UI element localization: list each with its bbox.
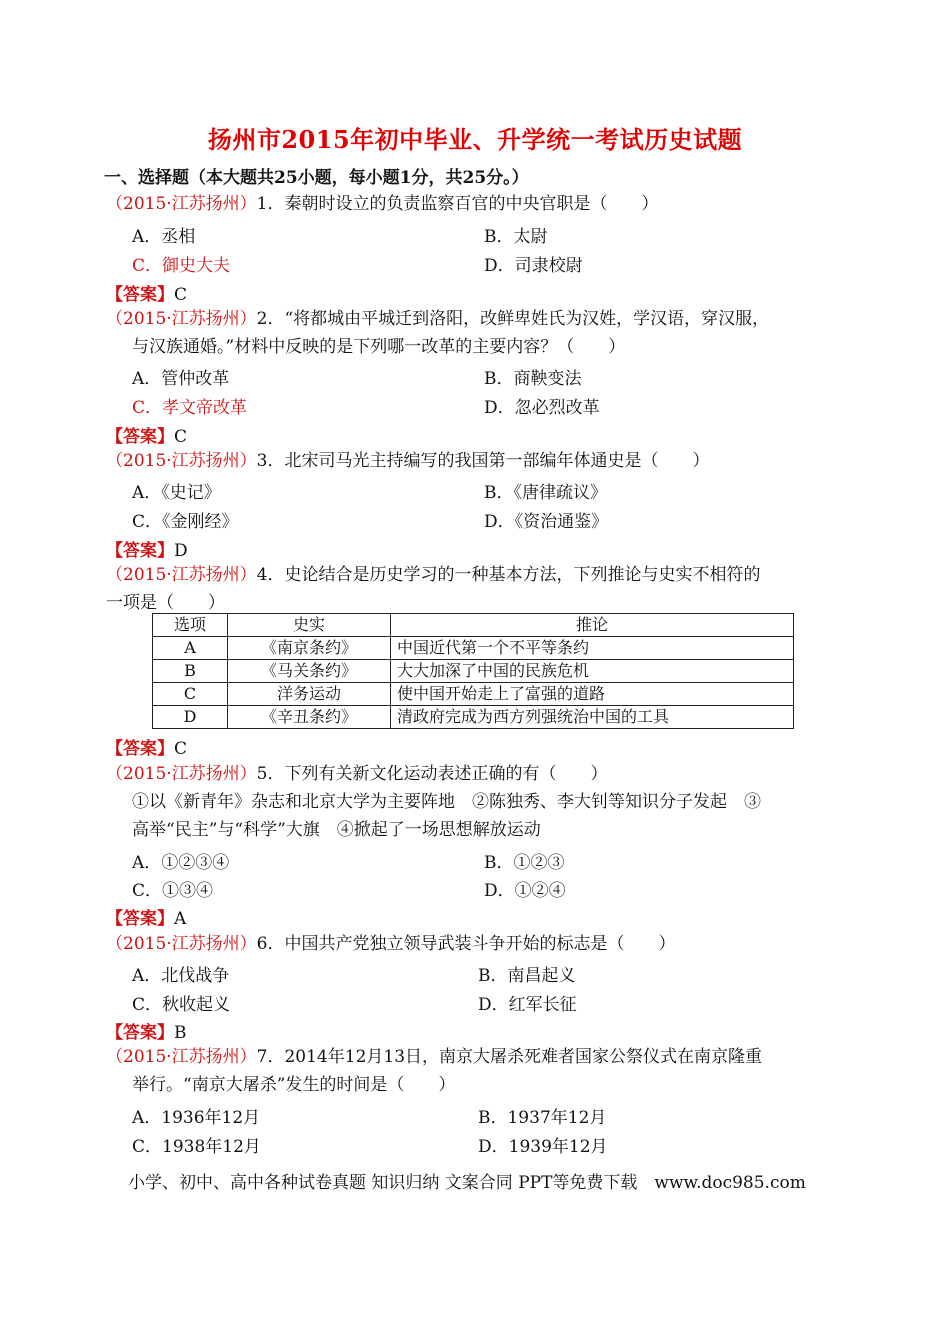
table-cell: 《马关条约》 xyxy=(228,660,391,683)
question-1 xyxy=(106,190,866,218)
table-cell: 中国近代第一个不平等条约 xyxy=(391,637,794,660)
table-header-row xyxy=(153,614,794,637)
option-c-correct: C．御史大夫 xyxy=(132,256,231,276)
question-source: （2015·江苏扬州） xyxy=(106,309,257,329)
option-c: C．《金刚经》 xyxy=(132,512,239,532)
answer-label: 【答案】 xyxy=(106,1023,174,1043)
option-c: C．1938年12月 xyxy=(132,1137,261,1157)
answer-label: 【答案】 xyxy=(106,285,174,305)
question-statements-cont: 高举“民主”与“科学”大旗 ④掀起了一场思想解放运动 xyxy=(132,820,541,840)
question-source: （2015·江苏扬州） xyxy=(106,764,257,784)
option-a: A．1936年12月 xyxy=(132,1108,261,1128)
option-b: B．商鞅变法 xyxy=(484,369,582,389)
table-header: 选项 xyxy=(153,614,228,637)
answer-value: C xyxy=(174,285,188,305)
table-cell: 洋务运动 xyxy=(228,683,391,706)
question-source: （2015·江苏扬州） xyxy=(106,1047,257,1067)
answer-value: C xyxy=(174,427,188,447)
history-table xyxy=(152,613,794,729)
answer-5 xyxy=(106,904,186,929)
table-row xyxy=(153,706,794,729)
answer-2 xyxy=(106,422,187,447)
table-cell: 《南京条约》 xyxy=(228,637,391,660)
question-2 xyxy=(106,305,866,361)
option-d: D．忽必烈改革 xyxy=(484,398,600,418)
option-b: B．《唐律疏议》 xyxy=(484,483,607,503)
option-c: C．秋收起义 xyxy=(132,995,231,1015)
question-stem: 5．下列有关新文化运动表述正确的有（ ） xyxy=(256,764,608,784)
table-header: 推论 xyxy=(391,614,794,637)
question-4 xyxy=(106,561,866,617)
page-title: 扬州市2015年初中毕业、升学统一考试历史试题 xyxy=(207,125,743,154)
question-source: （2015·江苏扬州） xyxy=(106,451,257,471)
answer-label: 【答案】 xyxy=(106,427,174,447)
question-source: （2015·江苏扬州） xyxy=(106,934,257,954)
answer-1 xyxy=(106,280,187,305)
table-cell: 使中国开始走上了富强的道路 xyxy=(391,683,794,706)
answer-value: B xyxy=(174,1023,187,1043)
answer-label: 【答案】 xyxy=(106,739,174,759)
option-b: B．太尉 xyxy=(484,227,548,247)
option-a: A．管仲改革 xyxy=(132,369,230,389)
answer-6 xyxy=(106,1018,187,1043)
table-cell: B xyxy=(153,660,228,683)
question-stem-cont: 举行。“南京大屠杀”发生的时间是（ ） xyxy=(132,1075,456,1095)
table-row xyxy=(153,660,794,683)
option-b: B．①②③ xyxy=(484,853,565,873)
question-stem: 3．北宋司马光主持编写的我国第一部编年体通史是（ ） xyxy=(256,451,710,471)
question-stem: 1．秦朝时设立的负责监察百官的中央官职是（ ） xyxy=(256,194,659,214)
question-6 xyxy=(106,930,866,958)
table-cell: 大大加深了中国的民族危机 xyxy=(391,660,794,683)
option-d: D．①②④ xyxy=(484,881,566,901)
answer-label: 【答案】 xyxy=(106,909,174,929)
section-heading: 一、选择题（本大题共25小题，每小题1分，共25分。） xyxy=(104,168,529,188)
table-header: 史实 xyxy=(228,614,391,637)
table-row xyxy=(153,683,794,706)
table-cell: 清政府完成为西方列强统治中国的工具 xyxy=(391,706,794,729)
footer-text: 小学、初中、高中各种试卷真题 知识归纳 文案合同 PPT等免费下载 www.doc985.com xyxy=(128,1173,806,1193)
question-7 xyxy=(106,1043,866,1099)
option-c: C．①③④ xyxy=(132,881,214,901)
option-c-correct: C．孝文帝改革 xyxy=(132,398,248,418)
question-stem-cont: 一项是（ ） xyxy=(106,593,225,613)
answer-value: A xyxy=(174,909,187,929)
option-d: D．红军长征 xyxy=(478,995,577,1015)
option-a-correct: A．①②③④ xyxy=(132,853,230,873)
table-cell: A xyxy=(153,637,228,660)
table-row xyxy=(153,637,794,660)
question-stem: 4．史论结合是历史学习的一种基本方法，下列推论与史实不相符的 xyxy=(256,565,761,585)
answer-4 xyxy=(106,734,187,759)
option-a: A．《史记》 xyxy=(132,483,221,503)
question-stem: 2．“将都城由平城迁到洛阳，改鲜卑姓氏为汉姓，学汉语，穿汉服， xyxy=(256,309,770,329)
option-a: A．北伐战争 xyxy=(132,966,230,986)
question-stem-cont: 与汉族通婚。”材料中反映的是下列哪一改革的主要内容？（ ） xyxy=(132,337,626,357)
option-d: D．1939年12月 xyxy=(478,1137,608,1157)
table-cell: C xyxy=(153,683,228,706)
table-cell: 《辛丑条约》 xyxy=(228,706,391,729)
question-5 xyxy=(106,760,866,844)
answer-3 xyxy=(106,536,188,561)
question-stem: 7．2014年12月13日，南京大屠杀死难者国家公祭仪式在南京隆重 xyxy=(256,1047,763,1067)
option-b: B．1937年12月 xyxy=(478,1108,607,1128)
answer-value: C xyxy=(174,739,188,759)
question-source: （2015·江苏扬州） xyxy=(106,194,257,214)
question-3 xyxy=(106,447,866,475)
question-statements: ①以《新青年》杂志和北京大学为主要阵地 ②陈独秀、李大钊等知识分子发起 ③ xyxy=(132,792,761,812)
question-stem: 6．中国共产党独立领导武装斗争开始的标志是（ ） xyxy=(256,934,676,954)
answer-value: D xyxy=(174,541,188,561)
answer-label: 【答案】 xyxy=(106,541,174,561)
option-b: B．南昌起义 xyxy=(478,966,576,986)
option-a: A．丞相 xyxy=(132,227,196,247)
question-source: （2015·江苏扬州） xyxy=(106,565,257,585)
table-cell: D xyxy=(153,706,228,729)
option-d: D．司隶校尉 xyxy=(484,256,583,276)
option-d: D．《资治通鉴》 xyxy=(484,512,609,532)
